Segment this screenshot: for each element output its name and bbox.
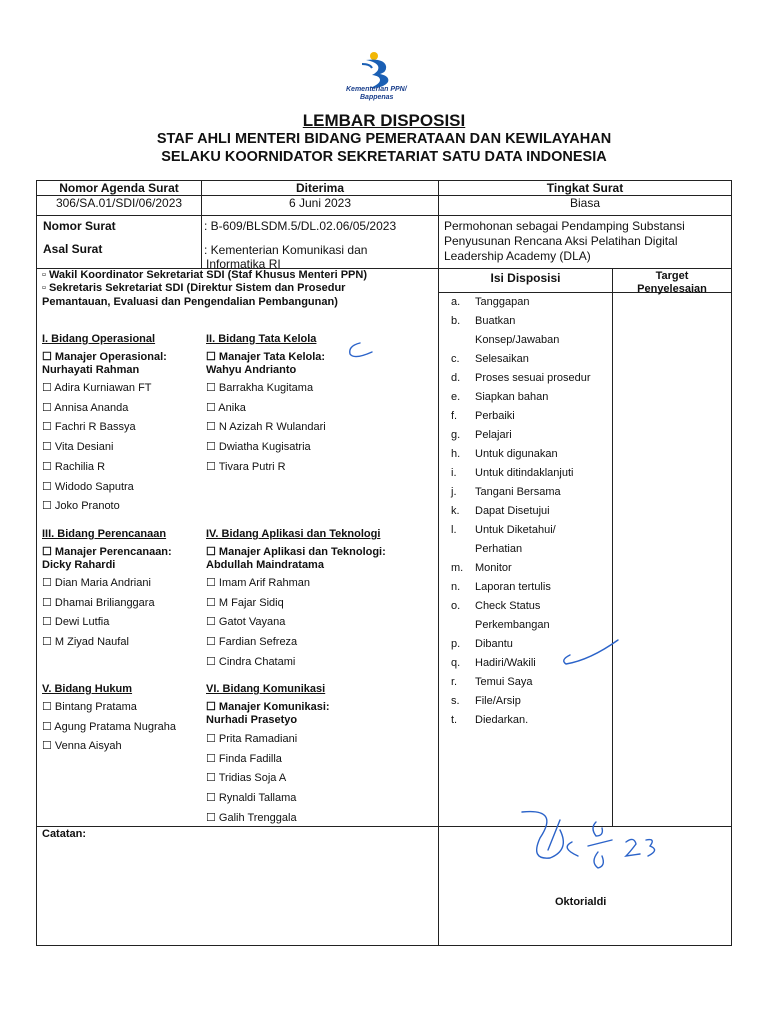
staff-checkbox-item[interactable]: ☐ Venna Aisyah <box>42 740 122 753</box>
manajer-operasional-name: Nurhayati Rahman <box>42 364 140 376</box>
disposisi-option-label: Untuk Diketahui/ <box>475 524 556 536</box>
tingkat-value: Biasa <box>569 196 601 210</box>
disposisi-option-key: i. <box>451 467 457 479</box>
nomor-surat-label: Nomor Surat <box>43 219 116 233</box>
disposisi-option-label: Tangani Bersama <box>475 486 561 498</box>
tick-mark-tata-kelola <box>350 343 372 357</box>
disposisi-option-key: l. <box>451 524 457 536</box>
manajer-perencanaan-name: Dicky Rahardi <box>42 559 116 571</box>
disposisi-option-label: Buatkan <box>475 315 516 327</box>
staff-checkbox-item[interactable]: ☐ Prita Ramadiani <box>206 733 298 745</box>
nomor-surat-value: : B-609/BLSDM.5/DL.02.06/05/2023 <box>204 219 397 233</box>
staff-checkbox-item[interactable]: ☐ Rynaldi Tallama <box>206 792 297 805</box>
disposisi-option-label: Diedarkan. <box>475 714 529 726</box>
disposisi-option-key: c. <box>451 353 460 365</box>
staff-checkbox-item[interactable]: ☐ Dian Maria Andriani <box>42 577 151 589</box>
disposisi-option-label: Pelajari <box>475 429 512 441</box>
staff-checkbox-item[interactable]: ☐ Imam Arif Rahman <box>206 577 311 589</box>
bidang-hukum-title: V. Bidang Hukum <box>42 683 133 695</box>
subtitle-1: STAF AHLI MENTERI BIDANG PEMERATAAN DAN KEWILAYAHAN <box>156 131 612 147</box>
staff-checkbox-item[interactable]: ☐ N Azizah R Wulandari <box>206 421 326 434</box>
target-header-2: Penyelesaian <box>637 283 707 295</box>
bidang-tata-kelola-title: II. Bidang Tata Kelola <box>206 333 317 345</box>
staff-checkbox-item[interactable]: ☐ Annisa Ananda <box>42 401 129 414</box>
disposisi-option-label: Monitor <box>475 562 512 574</box>
asal-surat-value-2: Informatika RI <box>206 257 281 271</box>
perihal-line-2: Penyusunan Rencana Aksi Pelatihan Digital <box>444 234 678 248</box>
disposisi-option-key: o. <box>451 600 461 612</box>
disposisi-option-label: Perkembangan <box>475 619 550 631</box>
target-header-1: Target <box>655 270 689 282</box>
staff-checkbox-item[interactable]: ☐ Anika <box>206 401 246 414</box>
disposisi-option-label: Dibantu <box>475 638 513 650</box>
staff-checkbox-item[interactable]: ☐ Tridias Soja A <box>206 772 287 785</box>
staff-checkbox-item[interactable]: ☐ Adira Kurniawan FT <box>42 382 152 394</box>
staff-checkbox-item[interactable]: ☐ Finda Fadilla <box>206 752 282 765</box>
disposisi-option-label: Siapkan bahan <box>475 391 549 403</box>
manajer-operasional: ☐ Manajer Operasional: <box>42 351 167 363</box>
logo-line-2: Bappenas <box>360 94 394 101</box>
disposisi-option-key: q. <box>451 657 461 669</box>
subtitle-2: SELAKU KOORNIDATOR SEKRETARIAT SATU DATA INDONESIA <box>161 149 607 165</box>
disposisi-option-key: f. <box>451 410 458 422</box>
staff-checkbox-item[interactable]: ☐ Fardian Sefreza <box>206 636 298 649</box>
recipient-sekretaris: ▫ Sekretaris Sekretariat SDI (Direktur Sistem dan Prosedur <box>42 282 346 294</box>
disposisi-option-label: Hadiri/Wakili <box>475 657 536 669</box>
disposisi-option-key: s. <box>451 695 460 707</box>
date-fraction <box>588 822 612 868</box>
bidang-operasional-title: I. Bidang Operasional <box>42 333 156 345</box>
disposisi-option-key: e. <box>451 391 461 403</box>
disposisi-option-key: b. <box>451 315 461 327</box>
disposisi-option-key: m. <box>451 562 464 574</box>
staff-checkbox-item[interactable]: ☐ Dhamai Brilianggara <box>42 596 155 609</box>
page-title: LEMBAR DISPOSISI <box>302 111 466 130</box>
perihal-line-1: Permohonan sebagai Pendamping Substansi <box>444 219 685 233</box>
diterima-value: 6 Juni 2023 <box>288 196 352 210</box>
disposisi-option-label: Laporan tertulis <box>475 581 551 593</box>
signature-mark <box>522 812 578 859</box>
disposisi-option-label: Untuk digunakan <box>475 448 558 460</box>
catatan-label: Catatan: <box>42 828 87 840</box>
recipient-sekretaris-cont: Pemantauan, Evaluasi dan Pengendalian Pembangunan) <box>42 296 338 308</box>
manajer-aplikasi: ☐ Manajer Aplikasi dan Teknologi: <box>206 546 386 558</box>
manajer-aplikasi-name: Abdullah Maindratama <box>206 559 324 571</box>
col-header-tingkat: Tingkat Surat <box>546 181 624 195</box>
disposisi-option-label: Konsep/Jawaban <box>475 334 560 346</box>
perihal-line-3: Leadership Academy (DLA) <box>444 249 591 263</box>
disposisi-option-label: Untuk ditindaklanjuti <box>475 467 574 479</box>
disposisi-option-key: p. <box>451 638 461 650</box>
logo-line-1: Kementerian PPN/ <box>346 86 407 93</box>
agenda-value: 306/SA.01/SDI/06/2023 <box>55 196 183 210</box>
staff-checkbox-item[interactable]: ☐ Tivara Putri R <box>206 460 286 473</box>
disposisi-option-label: Proses sesuai prosedur <box>475 372 591 384</box>
disposisi-option-key: a. <box>451 296 461 308</box>
staff-checkbox-item[interactable]: ☐ Gatot Vayana <box>206 616 286 629</box>
staff-checkbox-item[interactable]: ☐ Bintang Pratama <box>42 701 137 713</box>
disposisi-option-key: n. <box>451 581 461 593</box>
date-year <box>626 839 655 856</box>
staff-checkbox-item[interactable]: ☐ M Ziyad Naufal <box>42 636 129 649</box>
manajer-komunikasi-name: Nurhadi Prasetyo <box>206 714 298 726</box>
disposisi-option-label: Selesaikan <box>475 353 529 365</box>
staff-checkbox-item[interactable]: ☐ Cindra Chatami <box>206 655 296 668</box>
col-header-diterima: Diterima <box>295 181 345 195</box>
tick-mark-hadiri <box>564 640 618 664</box>
disposisi-option-label: Perbaiki <box>475 410 515 422</box>
staff-checkbox-item[interactable]: ☐ Widodo Saputra <box>42 480 134 493</box>
disposisi-option-key: t. <box>451 714 458 726</box>
disposisi-option-label: Tanggapan <box>475 296 530 308</box>
staff-checkbox-item[interactable]: ☐ Agung Pratama Nugraha <box>42 720 176 733</box>
bidang-aplikasi-title: IV. Bidang Aplikasi dan Teknologi <box>206 528 381 540</box>
disposisi-option-label: Perhatian <box>475 543 523 555</box>
disposisi-option-key: j. <box>451 486 457 498</box>
manajer-perencanaan: ☐ Manajer Perencanaan: <box>42 546 172 558</box>
isi-disposisi-header: Isi Disposisi <box>490 271 561 285</box>
bidang-perencanaan-title: III. Bidang Perencanaan <box>42 528 167 540</box>
signer-name: Oktorialdi <box>555 896 607 908</box>
disposisi-option-key: k. <box>451 505 460 517</box>
manajer-tata-kelola-name: Wahyu Andrianto <box>206 364 297 376</box>
asal-surat-label: Asal Surat <box>43 242 103 256</box>
disposisi-option-label: Temui Saya <box>475 676 533 688</box>
staff-checkbox-item[interactable]: ☐ Fachri R Bassya <box>42 421 136 434</box>
staff-checkbox-item[interactable]: ☐ Joko Pranoto <box>42 500 120 513</box>
disposisi-option-label: File/Arsip <box>475 695 521 707</box>
manajer-tata-kelola: ☐ Manajer Tata Kelola: <box>206 351 326 363</box>
staff-checkbox-item[interactable]: ☐ Dewi Lutfia <box>42 616 110 629</box>
col-header-agenda: Nomor Agenda Surat <box>59 181 179 195</box>
disposisi-option-key: g. <box>451 429 461 441</box>
recipient-wakil-koordinator: ▫ Wakil Koordinator Sekretariat SDI (Staf Khusus Menteri PPN) <box>42 269 367 281</box>
staff-checkbox-item[interactable]: ☐ Barrakha Kugitama <box>206 382 314 394</box>
disposisi-option-key: h. <box>451 448 461 460</box>
staff-checkbox-item[interactable]: ☐ M Fajar Sidiq <box>206 596 284 609</box>
bidang-komunikasi-title: VI. Bidang Komunikasi <box>206 683 326 695</box>
disposisi-option-label: Check Status <box>475 600 541 612</box>
staff-checkbox-item[interactable]: ☐ Galih Trenggala <box>206 811 297 824</box>
staff-checkbox-item[interactable]: ☐ Rachilia R <box>42 460 106 473</box>
disposisi-option-key: d. <box>451 372 461 384</box>
manajer-komunikasi: ☐ Manajer Komunikasi: <box>206 701 330 713</box>
staff-checkbox-item[interactable]: ☐ Vita Desiani <box>42 441 114 454</box>
asal-surat-value-1: : Kementerian Komunikasi dan <box>204 243 368 257</box>
staff-checkbox-item[interactable]: ☐ Dwiatha Kugisatria <box>206 441 311 454</box>
disposisi-option-key: r. <box>451 676 458 688</box>
disposisi-option-label: Dapat Disetujui <box>475 505 550 517</box>
